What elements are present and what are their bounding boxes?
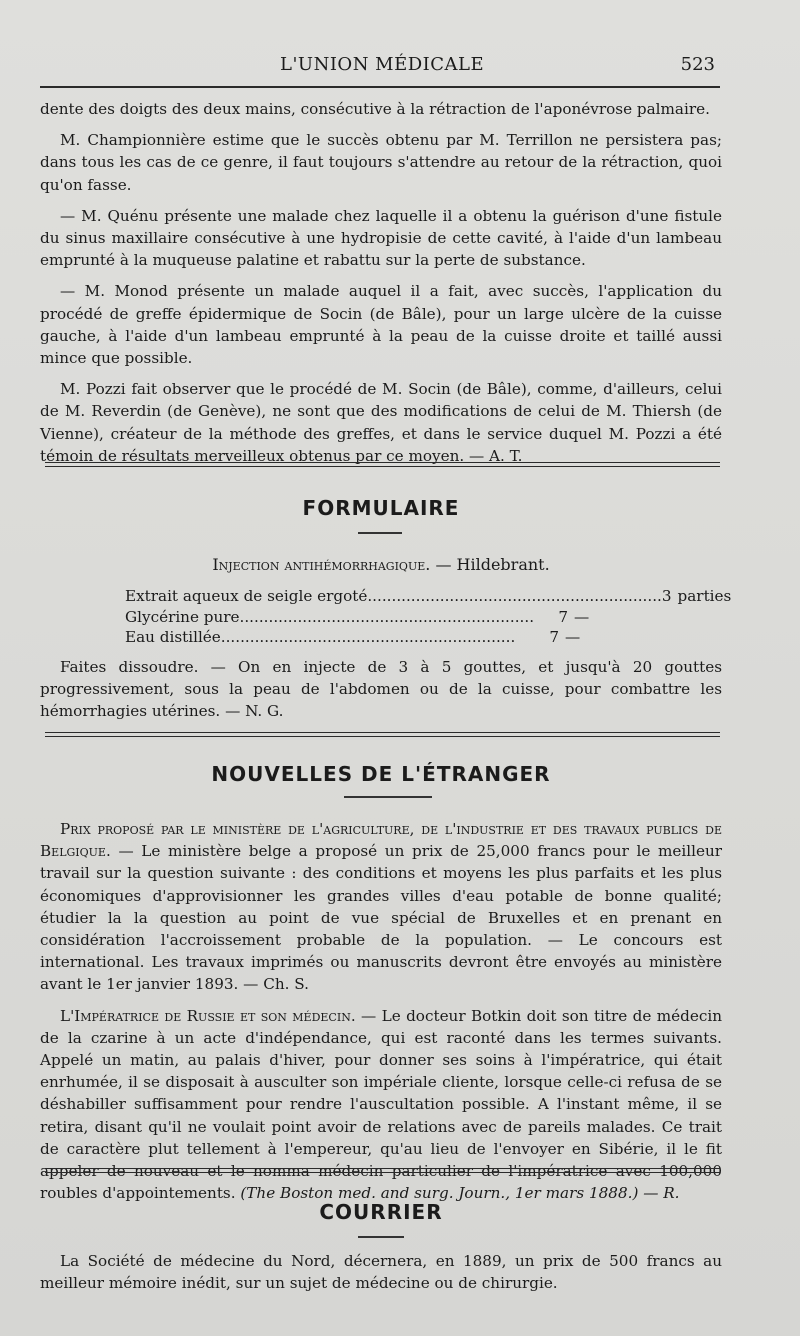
- ingredient-unit: —: [565, 628, 581, 646]
- recipe-title: [40, 555, 722, 574]
- news-source: (The Boston med. and surg. Journ., 1er mars 1888.) — R.: [240, 1184, 680, 1203]
- paragraph: La Société de médecine du Nord, décernera, en 1889, un prix de 500 francs au meilleur mémoire inédit, sur un sujet de médecine ou de chirurgie.: [40, 1252, 722, 1293]
- paragraph: Faites dissoudre. — On en injecte de 3 à 5 gouttes, et jusqu'à 20 gouttes progressivement, sous la peau de l'abdomen ou de la cuisse, pour combattre les hémorrhagies utérines. — N. G.: [40, 658, 722, 721]
- leader-dots: .............................................................: [367, 587, 662, 605]
- paragraph: M. Championnière estime que le succès obtenu par M. Terrillon ne persistera pas; dans tous les cas de ce genre, il faut toujours s'attendre au retour de la rétraction, quoi qu'on fasse.: [40, 131, 722, 194]
- ingredient-list: [125, 586, 732, 648]
- recipe-name: Injection antihémorrhagique.: [212, 555, 431, 574]
- ingredient-qty: 7: [558, 607, 569, 626]
- news-lead: L'Impératrice de Russie et son médecin.: [60, 1006, 356, 1025]
- ingredient-unit: parties: [677, 587, 732, 605]
- section-divider: [45, 732, 720, 737]
- paragraph: — M. Monod présente un malade auquel il a fait, avec succès, l'application du procédé de greffe épidermique de Socin (de Bâle), pour un large ulcère de la cuisse gauche, à l'aide d'un lambeau emprunté à la peau de la cuisse droite et taillé aussi mince que possible.: [40, 282, 722, 368]
- heading-rule: [344, 796, 432, 798]
- paragraph: M. Pozzi fait observer que le procédé de M. Socin (de Bâle), comme, d'ailleurs, celui de M. Reverdin (de Genève), ne sont que des modifications de celui de M. Thiersh (de Vienne), créateur de la méthode des greffes, et dans le service duquel M. Pozzi a été témoin de résultats merveilleux obtenus par ce moyen. — A. T.: [40, 380, 722, 465]
- news-body: — Le docteur Botkin doit son titre de médecin de la czarine à un acte d'indépendance, qui est raconté dans les termes suivants. Appelé un matin, au palais d'hiver, pour donner ses soins à l'impératrice, qui était enrhumée, il se disposait à ausculter son impériale cliente, lorsque celle-ci refusa de se déshabiller suffisamment pour rendre l'auscultation possible. A l'instant même, il se retira, disant qu'il ne voulait point avoir de relations avec de pareils malades. Ce trait de caractère plut tellement à l'empereur, qu'au lieu de l'envoyer en Sibérie, il le fit appeler de nouveau et le nomma médecin particulier de l'impératrice avec 100,000 roubles d'appointements.: [40, 1006, 722, 1203]
- ingredient-name: Eau distillée: [125, 628, 221, 646]
- news-item: [40, 818, 722, 996]
- heading-rule: [358, 532, 402, 534]
- formulaire-heading: FORMULAIRE: [302, 496, 460, 520]
- section-divider: [45, 1168, 720, 1173]
- page-number: 523: [680, 54, 715, 75]
- recipe-author: — Hildebrant.: [435, 555, 550, 574]
- ingredient-name: Extrait aqueux de seigle ergoté: [125, 587, 368, 605]
- ingredient-row: [125, 586, 732, 607]
- formulaire-instructions: [40, 656, 722, 732]
- ingredient-row: [125, 627, 625, 648]
- news-item: [40, 1005, 722, 1205]
- heading-rule: [358, 1236, 404, 1238]
- running-header: [50, 54, 715, 76]
- header-rule: [40, 86, 720, 88]
- paragraph: dente des doigts des deux mains, consécutive à la rétraction de l'aponévrose palmaire.: [40, 100, 710, 118]
- ingredient-row: [125, 607, 625, 628]
- ingredient-name: Glycérine pure: [125, 607, 240, 626]
- news-body: — Le ministère belge a proposé un prix de 25,000 francs pour le meilleur travail sur la question suivante : des conditions et moyens les plus parfaits et les plus économiques d'approvisionner les grandes villes d'eau potable de bonne qualité; étudier la la question au point de vue spécial de Bruxelles et en prenant en considération l'accroissement probable de la population. — Le concours est international. Les travaux imprimés ou manuscrits devront être envoyés au ministère avant le 1er janvier 1893. — Ch. S.: [40, 842, 722, 994]
- journal-title: L'UNION MÉDICALE: [280, 54, 485, 75]
- paragraph: — M. Quénu présente une malade chez laquelle il a obtenu la guérison d'une fistule du sinus maxillaire consécutive à une hydropisie de cette cavité, à l'aide d'un lambeau emprunté à la muqueuse palatine et rabattu sur la perte de substance.: [40, 206, 722, 270]
- etranger-heading: NOUVELLES DE L'ÉTRANGER: [211, 762, 551, 786]
- ingredient-qty: 7: [549, 628, 559, 646]
- courrier-heading: COURRIER: [319, 1200, 443, 1224]
- news-lead: Prix proposé par le ministère de l'agriculture, de l'industrie et des travaux publics de Belgique.: [40, 820, 722, 861]
- ingredient-unit: —: [574, 607, 590, 626]
- courrier-news: [40, 1250, 722, 1303]
- society-report: [40, 98, 722, 476]
- leader-dots: .............................................................: [220, 628, 516, 646]
- section-divider: [45, 462, 720, 467]
- ingredient-qty: 3: [661, 587, 672, 605]
- etranger-news: [40, 818, 722, 1213]
- leader-dots: .............................................................: [239, 607, 535, 626]
